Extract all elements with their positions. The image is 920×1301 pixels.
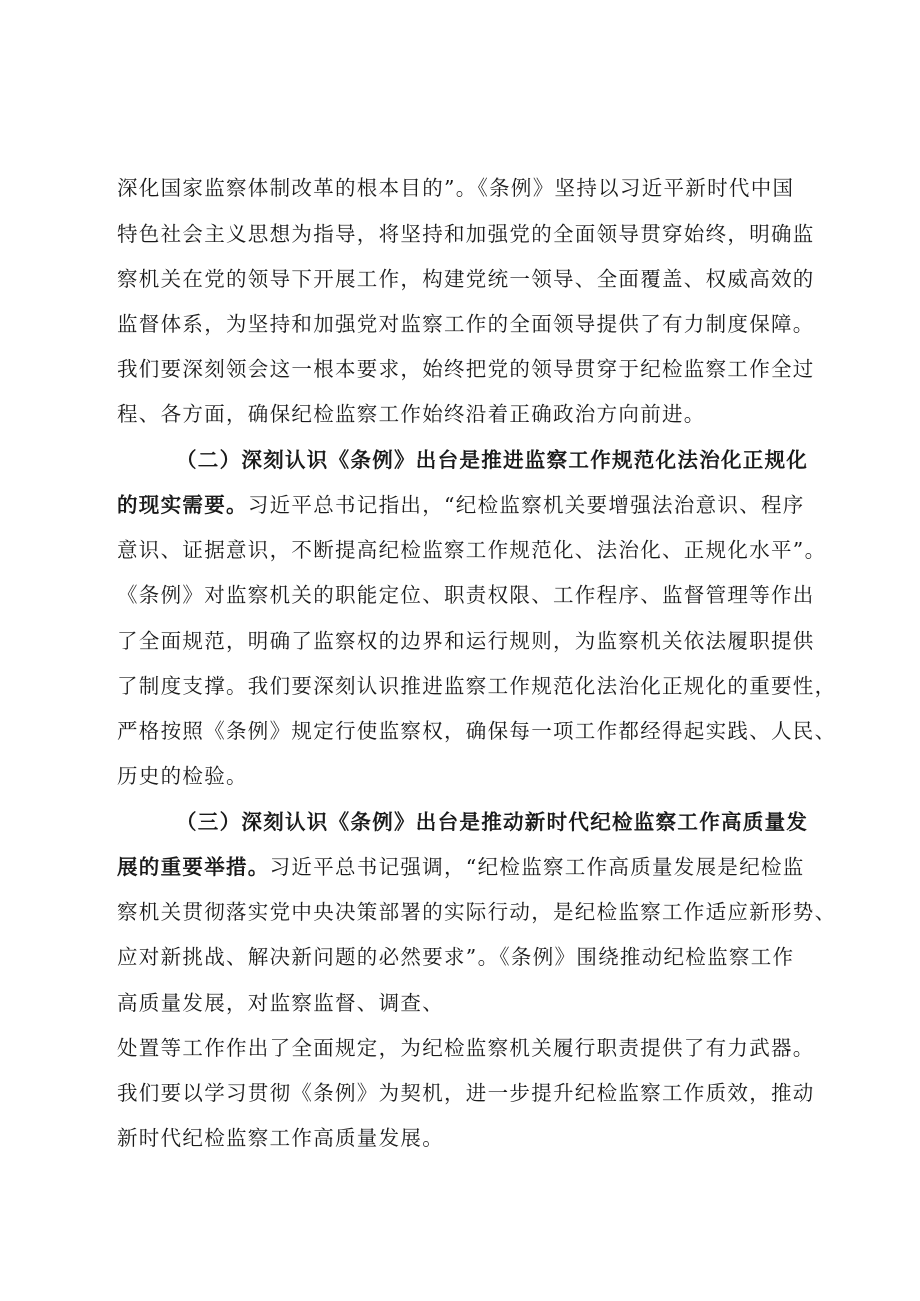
paragraph-line: 新时代纪检监察工作高质量发展。: [117, 1126, 444, 1150]
paragraph-line: 处置等工作作出了全面规定，为纪检监察机关履行职责提供了有力武器。: [117, 1036, 815, 1060]
paragraph-line: 监督体系，为坚持和加强党对监察工作的全面领导提供了有力制度保障。: [117, 312, 815, 336]
paragraph-line: 察机关在党的领导下开展工作，构建党统一领导、全面覆盖、权威高效的: [117, 267, 815, 291]
paragraph-line: 严格按照《条例》规定行使监察权，确保每一项工作都经得起实践、人民、: [117, 719, 837, 743]
paragraph-line: 意识、证据意识，不断提高纪检监察工作规范化、法治化、正规化水平”。: [117, 538, 827, 562]
paragraph-line: 特色社会主义思想为指导，将坚持和加强党的全面领导贯穿始终，明确监: [117, 222, 815, 246]
paragraph-line: [117, 490, 805, 520]
paragraph-line: 深化国家监察体制改革的根本目的”。《条例》坚持以习近平新时代中国: [117, 176, 795, 200]
paragraph-line: 应对新挑战、解决新问题的必然要求”。《条例》围绕推动纪检监察工作: [117, 945, 795, 969]
paragraph-line: 历史的检验。: [117, 764, 248, 788]
paragraph-line: 了全面规范，明确了监察权的边界和运行规则，为监察机关依法履职提供: [117, 629, 815, 653]
paragraph-line: 察机关贯彻落实党中央决策部署的实际行动，是纪检监察工作适应新形势、: [117, 900, 837, 924]
paragraph-text: 习近平总书记强调，“纪检监察工作高质量发展是纪检监: [269, 855, 805, 879]
section-heading: （三）深刻认识《条例》出台是推动新时代纪检监察工作高质量发: [176, 810, 809, 834]
paragraph-line: 我们要深刻领会这一根本要求，始终把党的领导贯穿于纪检监察工作全过: [117, 357, 815, 381]
section-heading: （二）深刻认识《条例》出台是推进监察工作规范化法治化正规化: [176, 448, 809, 472]
paragraph-line: 程、各方面，确保纪检监察工作始终沿着正确政治方向前进。: [117, 402, 706, 426]
paragraph-line: 我们要以学习贯彻《条例》为契机，进一步提升纪检监察工作质效，推动: [117, 1081, 815, 1105]
paragraph-line: 高质量发展，对监察监督、调查、: [117, 991, 444, 1015]
section-heading-end: 的现实需要。: [117, 493, 248, 517]
paragraph-line: 了制度支撑。我们要深刻认识推进监察工作规范化法治化正规化的重要性，: [117, 674, 837, 698]
section-heading-end: 展的重要举措。: [117, 855, 270, 879]
paragraph-line: [117, 852, 805, 882]
paragraph-text: 习近平总书记指出，“纪检监察机关要增强法治意识、程序: [247, 493, 805, 517]
paragraph-line: 《条例》对监察机关的职能定位、职责权限、工作程序、监督管理等作出: [117, 583, 815, 607]
